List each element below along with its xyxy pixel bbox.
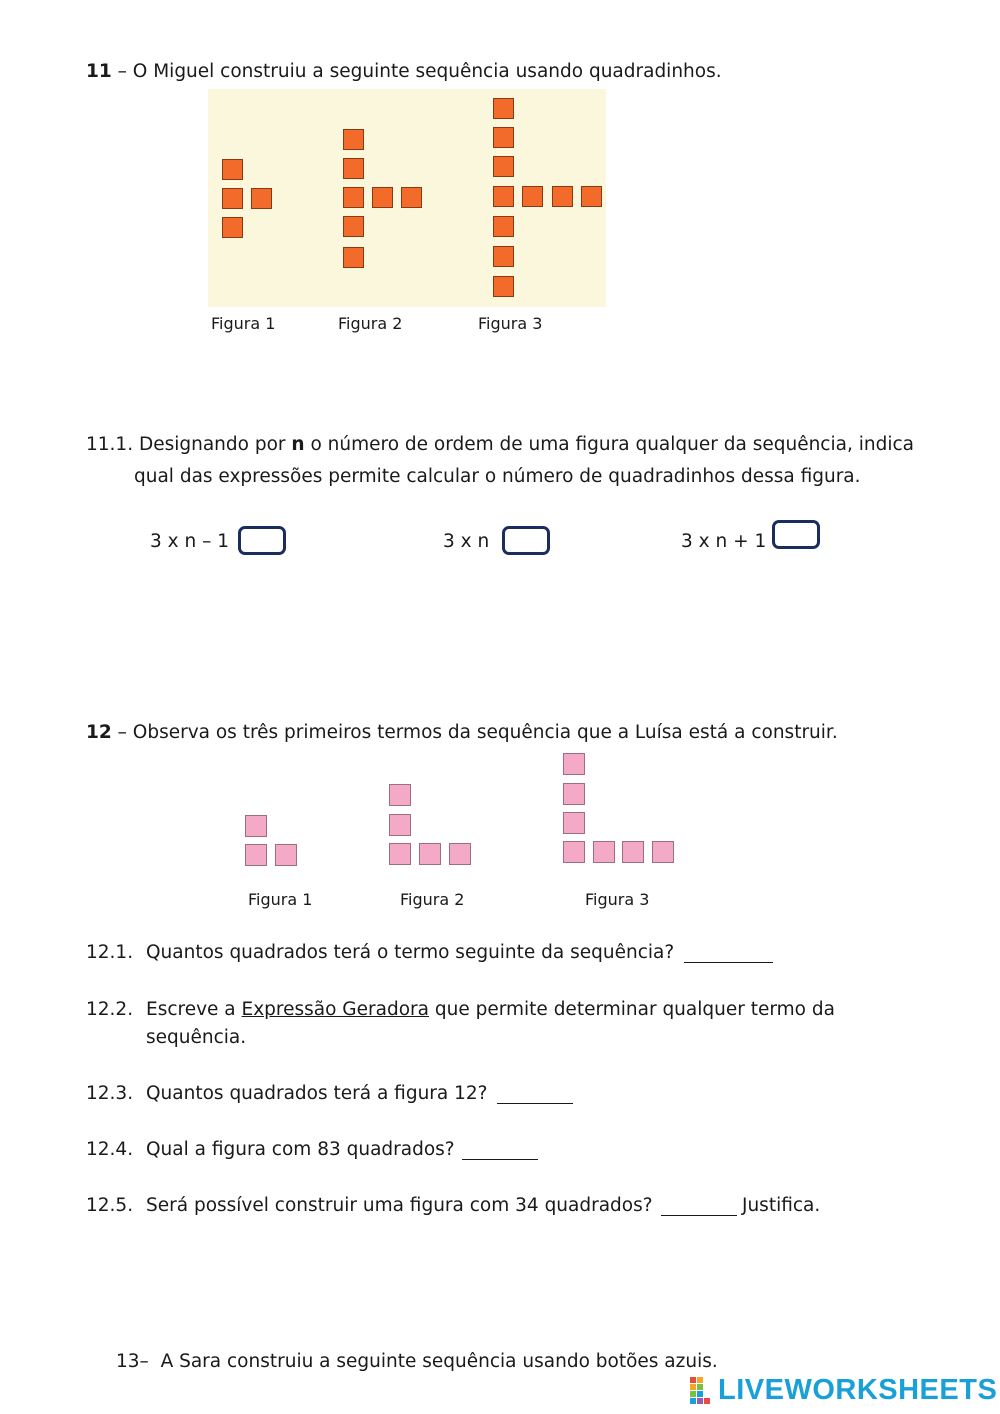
q11-fig2-square [343,158,364,179]
q12-fig2-square [449,843,471,865]
q11-fig3-square [493,156,514,177]
q11-figure-panel [208,89,606,307]
q13-heading [116,1351,718,1372]
q11-fig2-square [372,187,393,208]
q12-3-answer-blank[interactable] [497,1103,573,1104]
q11-fig1-square [251,188,272,209]
q11-fig2-square [343,187,364,208]
q11-heading [86,61,722,82]
q11-fig2-square [343,129,364,150]
q11-fig2-square [343,216,364,237]
q12-5-text: Será possível construir uma figura com 34 quadrados? [146,1195,653,1216]
q11-fig3-square [493,246,514,267]
q12-fig1-square [275,844,297,866]
option-checkbox-1[interactable] [238,526,286,555]
q12-4-text: Qual a figura com 83 quadrados? [146,1139,455,1160]
q11-figure-label-3: Figura 3 [478,314,543,333]
q12-5-justify: Justifica. [742,1195,821,1216]
q12-fig3-square [622,841,644,863]
q11-1-text-a: Designando por [138,434,286,455]
option-label-2: 3 x n [443,531,490,552]
q13-number: 13– [116,1351,149,1372]
option-label-3: 3 x n + 1 [681,531,767,552]
q11-fig3-square [522,186,543,207]
q11-number: 11 [86,61,112,82]
liveworksheets-logo-text: LIVEWORKSHEETS [718,1374,998,1406]
q12-fig2-square [389,814,411,836]
option-label-1: 3 x n – 1 [150,531,229,552]
q12-4-number: 12.4. [86,1139,134,1160]
q11-1-line1 [86,434,914,455]
q13-text: A Sara construiu a seguinte sequência usando botões azuis. [160,1351,718,1372]
q11-fig1-square [222,188,243,209]
q12-2-line1 [146,999,835,1020]
q12-fig1-square [245,815,267,837]
q11-1-line2: qual das expressões permite calcular o número de quadradinhos dessa figura. [134,466,861,487]
q12-figure-label-2: Figura 2 [400,890,465,909]
q12-text: – Observa os três primeiros termos da sequência que a Luísa está a construir. [117,722,838,743]
q11-fig3-square [493,186,514,207]
q12-fig3-square [563,812,585,834]
q12-fig3-square [563,753,585,775]
q11-fig2-square [343,247,364,268]
q11-text: – O Miguel construiu a seguinte sequência usando quadradinhos. [117,61,722,82]
q11-1-number: 11.1. [86,434,134,455]
q12-heading [86,722,838,743]
q12-fig1-square [245,844,267,866]
q12-1-number: 12.1. [86,942,134,963]
q12-1-text: Quantos quadrados terá o termo seguinte da sequência? [146,942,675,963]
option-checkbox-2[interactable] [502,526,550,555]
q11-fig3-square [581,186,602,207]
q12-3-number: 12.3. [86,1083,134,1104]
q11-fig3-square [493,216,514,237]
q12-fig3-square [563,783,585,805]
q12-2-text-b: que permite determinar qualquer termo da [434,999,835,1020]
q11-1-text-b: o número de ordem de uma figura qualquer da sequência, indica [310,434,914,455]
q12-fig2-square [389,843,411,865]
q11-figure-label-2: Figura 2 [338,314,403,333]
q11-fig3-square [552,186,573,207]
q12-figure-label-3: Figura 3 [585,890,650,909]
q12-2-line2: sequência. [146,1027,247,1048]
q11-1-variable-n: n [291,434,305,455]
q12-fig2-square [389,784,411,806]
q12-1-answer-blank[interactable] [684,962,773,963]
q11-fig1-square [222,159,243,180]
q11-fig3-square [493,127,514,148]
q12-5-number: 12.5. [86,1195,134,1216]
q12-fig3-square [652,841,674,863]
q12-figure-label-1: Figura 1 [248,890,313,909]
q12-fig2-square [419,843,441,865]
q12-4-answer-blank[interactable] [462,1159,538,1160]
q12-3-text: Quantos quadrados terá a figura 12? [146,1083,488,1104]
q11-fig3-square [493,98,514,119]
q12-5-answer-blank[interactable] [661,1215,737,1216]
q11-fig2-square [401,187,422,208]
q11-fig1-square [222,217,243,238]
q12-number: 12 [86,722,112,743]
q12-2-text-a: Escreve a [146,999,236,1020]
q12-2-underlined-term: Expressão Geradora [241,999,429,1020]
q12-fig3-square [593,841,615,863]
q11-fig3-square [493,276,514,297]
q11-figure-label-1: Figura 1 [211,314,276,333]
liveworksheets-logo-icon [690,1377,716,1407]
q12-fig3-square [563,841,585,863]
q12-2-number: 12.2. [86,999,134,1020]
liveworksheets-logo [690,1374,998,1408]
option-checkbox-3[interactable] [772,520,820,549]
